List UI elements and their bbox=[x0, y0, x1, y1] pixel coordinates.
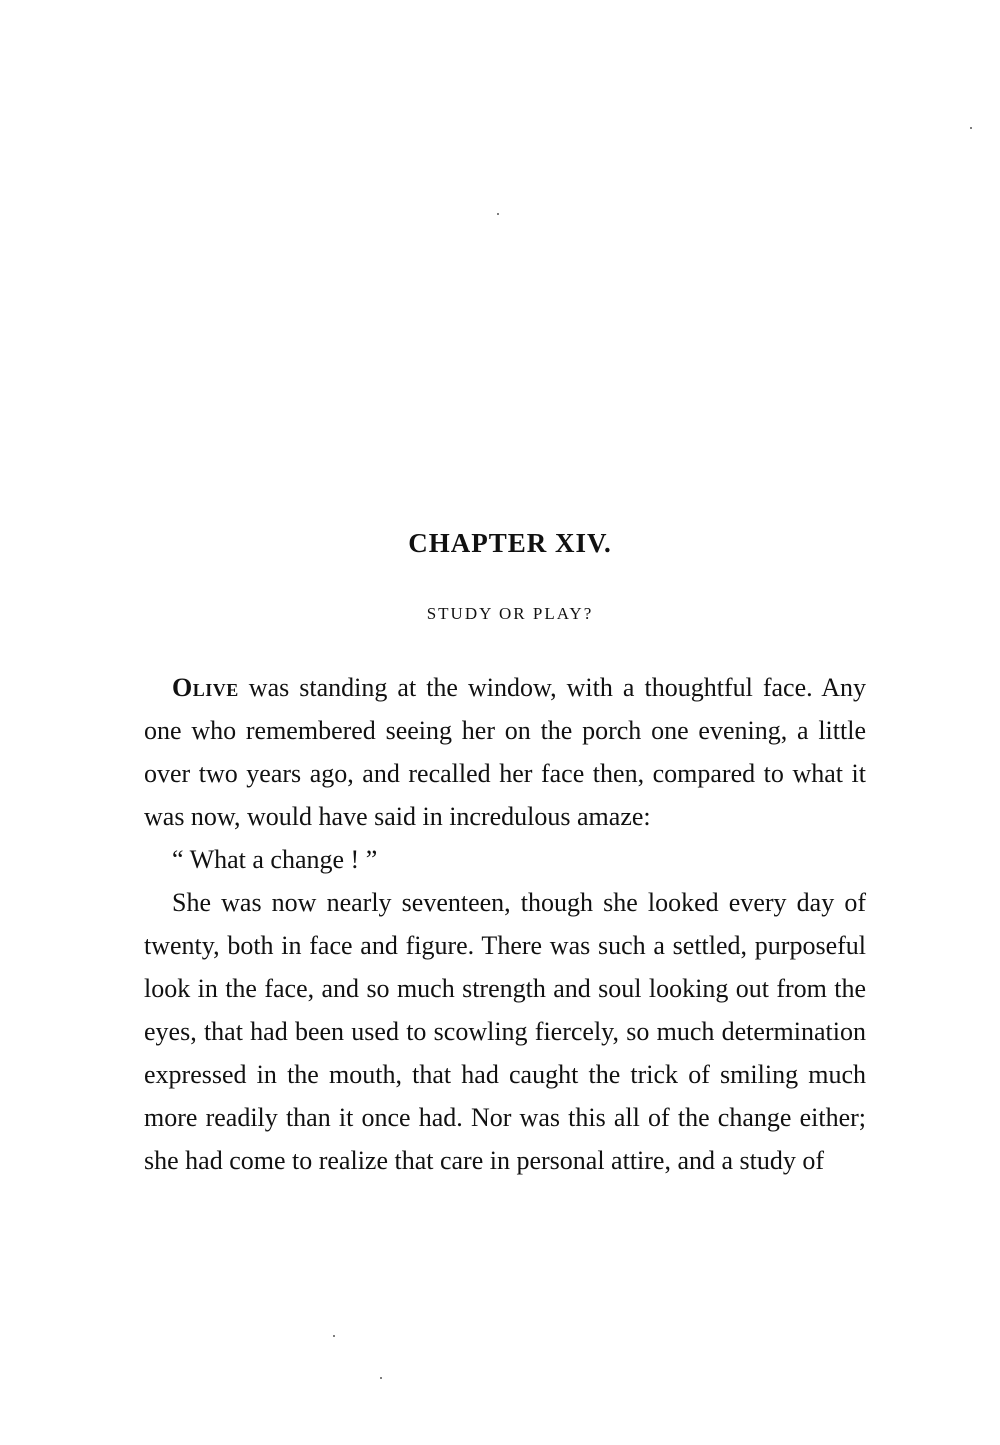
paragraph bbox=[144, 666, 866, 838]
print-speck bbox=[333, 1335, 335, 1337]
body-text bbox=[144, 666, 866, 1182]
print-speck bbox=[970, 127, 972, 129]
quote-paragraph: “ What a change ! ” bbox=[172, 845, 378, 874]
paragraph: She was now nearly seventeen, though she looked every day of twenty, both in face and figure. There was such a settled, purposeful look in the face, and so much strength and soul looking out from the eyes, that had been used to scowling fiercely, so much determination expressed in the mouth, that had caught the trick of smiling much more readily than it once had. Nor was this all of the change either; she had come to realize that care in personal attire, and a study of bbox=[144, 888, 866, 1175]
chapter-title: CHAPTER XIV. bbox=[408, 528, 612, 558]
paragraph-lead-word: Olive bbox=[172, 673, 239, 702]
paragraph-text: was standing at the window, with a thoughtful face. Any one who remembered seeing her on the porch one evening, a little over two years ago, and recalled her face then, compared to what it was now, would have said in incredulous amaze: bbox=[144, 673, 866, 831]
print-speck bbox=[380, 1377, 382, 1379]
print-speck bbox=[497, 213, 499, 215]
chapter-subtitle: STUDY OR PLAY? bbox=[426, 604, 594, 623]
